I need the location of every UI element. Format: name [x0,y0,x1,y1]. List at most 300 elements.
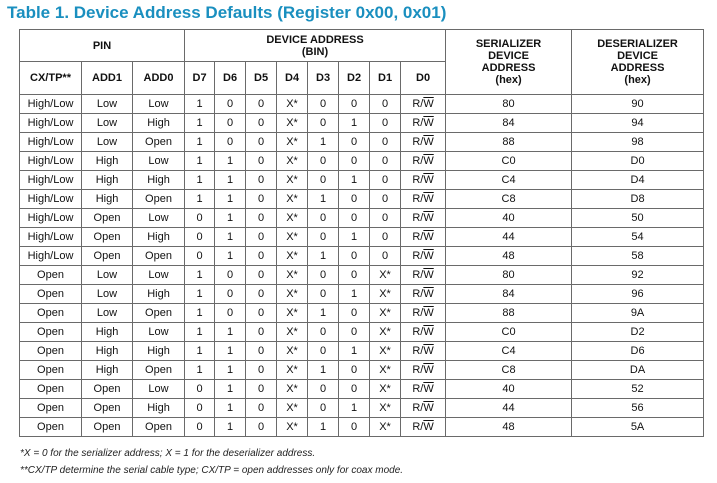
rw-cell [401,266,446,285]
table-cell: 0 [370,114,401,133]
table-cell: C0 [446,323,572,342]
table-cell: 1 [215,361,246,380]
rw-write-label: $\overline{W}$ [423,364,434,376]
table-cell: X* [277,304,308,323]
rw-read-label: R/ [412,269,424,281]
device-address-group-header [185,30,446,62]
rw-read-label: R/ [412,364,424,376]
table-cell: High/Low [20,95,82,114]
table-cell: 1 [308,361,339,380]
table-cell: Open [20,418,82,437]
table-cell: 0 [308,228,339,247]
table-row [20,228,704,247]
table-cell: High [133,285,185,304]
table-cell: 1 [308,418,339,437]
table-cell: Open [133,361,185,380]
table-row [20,152,704,171]
column-header-5: D5 [246,62,277,95]
table-cell: X* [277,399,308,418]
table-cell: 0 [370,95,401,114]
table-cell: 0 [308,399,339,418]
table-cell: 1 [185,171,215,190]
table-cell: D8 [572,190,704,209]
table-cell: 0 [246,247,277,266]
rw-read-label: R/ [412,250,424,262]
table-cell: X* [370,342,401,361]
column-header-3: D7 [185,62,215,95]
column-header-6: D4 [277,62,308,95]
table-cell: High [133,171,185,190]
rw-read-label: R/ [412,345,424,357]
table-cell: Open [20,304,82,323]
table-row [20,266,704,285]
table-cell: 98 [572,133,704,152]
table-row [20,380,704,399]
table-cell: 0 [339,418,370,437]
device-address-header-line2: (BIN) [301,45,329,58]
table-cell: X* [277,95,308,114]
deserializer-address-header [572,30,704,95]
column-header-7: D3 [308,62,339,95]
table-cell: 1 [339,114,370,133]
rw-write-label: $\overline{W}$ [423,212,434,224]
rw-read-label: R/ [412,402,424,414]
table-cell: 0 [246,285,277,304]
table-cell: 1 [185,304,215,323]
table-cell: 0 [185,418,215,437]
table-cell: 1 [339,285,370,304]
rw-write-label: $\overline{W}$ [423,421,434,433]
table-cell: 0 [215,133,246,152]
table-row [20,399,704,418]
table-cell: 1 [308,190,339,209]
table-cell: Low [133,266,185,285]
table-cell: Low [133,152,185,171]
table-cell: 0 [339,266,370,285]
table-cell: 80 [446,266,572,285]
table-cell: Low [82,95,133,114]
table-cell: 0 [339,380,370,399]
table-cell: X* [370,418,401,437]
rw-cell [401,399,446,418]
table-cell: 9A [572,304,704,323]
table-cell: X* [370,399,401,418]
table-cell: 1 [339,342,370,361]
rw-write-label: $\overline{W}$ [423,174,434,186]
table-cell: High/Low [20,247,82,266]
table-cell: 0 [246,95,277,114]
table-cell: X* [277,380,308,399]
rw-cell [401,190,446,209]
table-cell: High [82,152,133,171]
table-cell: High/Low [20,152,82,171]
table-cell: 0 [308,152,339,171]
rw-read-label: R/ [412,136,424,148]
table-cell: 84 [446,114,572,133]
table-cell: 40 [446,209,572,228]
table-cell: 0 [246,304,277,323]
rw-cell [401,209,446,228]
table-cell: 58 [572,247,704,266]
serializer-address-header [446,30,572,95]
table-cell: X* [277,323,308,342]
table-cell: Low [133,95,185,114]
table-cell: High/Low [20,228,82,247]
table-cell: 1 [215,418,246,437]
table-cell: Open [20,323,82,342]
table-cell: High/Low [20,171,82,190]
column-header-8: D2 [339,62,370,95]
rw-cell [401,247,446,266]
table-cell: 44 [446,399,572,418]
device-address-table [19,29,704,437]
table-cell: 0 [246,171,277,190]
table-cell: 0 [246,323,277,342]
table-cell: Open [20,399,82,418]
rw-read-label: R/ [412,383,424,395]
table-cell: Low [133,209,185,228]
table-row [20,323,704,342]
table-row [20,418,704,437]
table-cell: 1 [185,190,215,209]
deserializer-header-line3: ADDRESS [610,62,665,74]
table-cell: 1 [185,342,215,361]
table-cell: Low [82,114,133,133]
table-cell: C0 [446,152,572,171]
table-cell: 0 [339,209,370,228]
table-cell: 48 [446,418,572,437]
table-cell: Open [82,399,133,418]
table-cell: Low [82,304,133,323]
table-cell: 0 [308,171,339,190]
column-header-4: D6 [215,62,246,95]
table-cell: 0 [185,399,215,418]
table-row [20,133,704,152]
table-cell: 1 [308,247,339,266]
table-cell: X* [277,342,308,361]
table-cell: 1 [215,171,246,190]
column-header-d0 [401,62,446,95]
table-cell: 0 [185,209,215,228]
rw-read-label: R/ [412,155,424,167]
rw-cell [401,133,446,152]
d0-prefix: D [416,72,424,84]
rw-write-label: $\overline{W}$ [423,231,434,243]
table-cell: 40 [446,380,572,399]
table-cell: 56 [572,399,704,418]
rw-cell [401,171,446,190]
table-cell: 0 [308,285,339,304]
rw-write-label: $\overline{W}$ [423,117,434,129]
table-cell: 48 [446,247,572,266]
table-cell: 0 [246,209,277,228]
rw-read-label: R/ [412,288,424,300]
table-cell: High [82,323,133,342]
table-cell: 0 [246,152,277,171]
table-cell: 0 [370,190,401,209]
rw-read-label: R/ [412,231,424,243]
device-address-header-line1: DEVICE ADDRESS [266,33,364,46]
table-cell: 1 [215,190,246,209]
table-cell: Open [82,418,133,437]
table-cell: Low [133,323,185,342]
table-cell: 1 [185,133,215,152]
table-cell: Open [133,190,185,209]
table-cell: 0 [246,190,277,209]
table-cell: 0 [339,152,370,171]
table-cell: 1 [215,342,246,361]
table-cell: X* [277,247,308,266]
table-cell: 0 [246,399,277,418]
table-cell: 0 [308,209,339,228]
table-cell: 0 [215,266,246,285]
table-cell: 84 [446,285,572,304]
table-cell: High [133,342,185,361]
table-cell: 1 [308,304,339,323]
table-row [20,304,704,323]
deserializer-header-line1: DESERIALIZER [597,38,678,50]
footnote-x: *X = 0 for the serializer address; X = 1 for the deserializer address. [20,448,316,459]
table-cell: 0 [308,323,339,342]
table-row [20,247,704,266]
table-row [20,114,704,133]
rw-read-label: R/ [412,98,424,110]
table-cell: Open [82,247,133,266]
serializer-header-line4: (hex) [495,74,522,86]
table-cell: High [82,190,133,209]
table-cell: High [82,171,133,190]
serializer-header-line2: DEVICE [488,50,530,62]
pin-group-header: PIN [20,30,185,62]
rw-cell [401,342,446,361]
table-cell: C8 [446,361,572,380]
table-cell: 0 [339,95,370,114]
table-cell: 0 [308,114,339,133]
table-cell: D0 [572,152,704,171]
table-cell: DA [572,361,704,380]
table-cell: 0 [246,361,277,380]
table-cell: 90 [572,95,704,114]
table-cell: Open [20,361,82,380]
table-cell: 0 [246,342,277,361]
rw-cell [401,95,446,114]
table-cell: 0 [246,114,277,133]
table-cell: 0 [308,380,339,399]
table-cell: 0 [246,380,277,399]
table-cell: 96 [572,285,704,304]
table-cell: X* [277,114,308,133]
table-cell: High [133,228,185,247]
table-cell: 94 [572,114,704,133]
rw-write-label: $\overline{W}$ [423,193,434,205]
table-cell: 0 [246,228,277,247]
table-cell: Open [133,418,185,437]
table-cell: 1 [185,152,215,171]
table-row [20,190,704,209]
serializer-header-line1: SERIALIZER [475,38,542,50]
rw-read-label: R/ [412,326,424,338]
table-cell: 1 [339,171,370,190]
table-cell: X* [370,380,401,399]
deserializer-header-line4: (hex) [624,74,651,86]
table-cell: X* [370,304,401,323]
table-cell: 1 [215,323,246,342]
table-cell: X* [370,266,401,285]
table-cell: Open [20,266,82,285]
rw-write-label: $\overline{W}$ [423,98,434,110]
rw-cell [401,114,446,133]
table-cell: 0 [339,133,370,152]
table-cell: 0 [370,152,401,171]
table-cell: 0 [185,380,215,399]
table-cell: 0 [308,95,339,114]
table-cell: C8 [446,190,572,209]
table-row [20,361,704,380]
table-cell: 0 [339,323,370,342]
table-cell: X* [277,285,308,304]
table-cell: 1 [215,380,246,399]
table-cell: 0 [308,342,339,361]
table-cell: Open [20,285,82,304]
table-cell: 0 [185,247,215,266]
table-cell: Open [133,304,185,323]
deserializer-header-line2: DEVICE [617,50,659,62]
table-cell: X* [277,228,308,247]
rw-read-label: R/ [412,307,424,319]
rw-cell [401,152,446,171]
table-cell: 0 [215,285,246,304]
table-body [20,95,704,437]
table-cell: 0 [246,418,277,437]
table-cell: 1 [215,399,246,418]
table-cell: 1 [185,361,215,380]
table-cell: 52 [572,380,704,399]
table-cell: 0 [215,304,246,323]
table-cell: 0 [370,247,401,266]
rw-read-label: R/ [412,212,424,224]
table-cell: 1 [185,95,215,114]
table-cell: 0 [339,304,370,323]
table-cell: X* [277,190,308,209]
table-cell: D4 [572,171,704,190]
table-cell: 1 [308,133,339,152]
table-cell: Low [82,285,133,304]
table-cell: 1 [185,323,215,342]
rw-cell [401,418,446,437]
table-cell: 92 [572,266,704,285]
rw-write-label: $\overline{W}$ [423,326,434,338]
table-cell: Low [82,266,133,285]
table-cell: D6 [572,342,704,361]
table-cell: High/Low [20,190,82,209]
rw-write-label: $\overline{W}$ [423,136,434,148]
table-cell: 1 [185,266,215,285]
table-cell: 0 [215,114,246,133]
table-cell: High/Low [20,133,82,152]
table-title: Table 1. Device Address Defaults (Register 0x00, 0x01) [7,3,447,22]
table-cell: 88 [446,133,572,152]
column-header-9: D1 [370,62,401,95]
footnote-cxtp: **CX/TP determine the serial cable type; CX/TP = open addresses only for coax mode. [20,465,404,476]
serializer-header-line3: ADDRESS [481,62,536,74]
table-cell: X* [277,361,308,380]
rw-cell [401,228,446,247]
table-cell: X* [277,133,308,152]
rw-write-label: $\overline{W}$ [423,155,434,167]
table-cell: 1 [185,114,215,133]
table-row [20,285,704,304]
table-cell: Low [82,133,133,152]
table-cell: X* [370,285,401,304]
table-cell: High [133,114,185,133]
table-cell: 88 [446,304,572,323]
d0-digit: 0 [423,72,431,84]
table-cell: 50 [572,209,704,228]
table-cell: C4 [446,171,572,190]
table-cell: High [133,399,185,418]
table-cell: Open [133,247,185,266]
table-cell: 0 [339,190,370,209]
rw-cell [401,323,446,342]
rw-write-label: $\overline{W}$ [423,288,434,300]
table-cell: Open [82,228,133,247]
rw-cell [401,380,446,399]
table-cell: 44 [446,228,572,247]
table-cell: 0 [308,266,339,285]
column-header-0: CX/TP** [20,62,82,95]
rw-write-label: $\overline{W}$ [423,269,434,281]
table-cell: X* [370,323,401,342]
table-cell: 0 [339,247,370,266]
table-cell: 0 [370,171,401,190]
table-cell: 0 [370,228,401,247]
table-cell: X* [370,361,401,380]
table-cell: 0 [215,95,246,114]
table-cell: 1 [339,399,370,418]
table-cell: Open [20,342,82,361]
rw-write-label: $\overline{W}$ [423,402,434,414]
table-cell: 1 [215,152,246,171]
table-cell: 0 [370,133,401,152]
table-cell: 1 [185,285,215,304]
rw-write-label: $\overline{W}$ [423,307,434,319]
table-cell: X* [277,418,308,437]
column-header-2: ADD0 [133,62,185,95]
table-row [20,209,704,228]
table-cell: High [82,361,133,380]
rw-cell [401,361,446,380]
rw-read-label: R/ [412,421,424,433]
table-cell: Open [133,133,185,152]
rw-cell [401,304,446,323]
table-cell: X* [277,171,308,190]
table-cell: D2 [572,323,704,342]
table-cell: Low [133,380,185,399]
rw-cell [401,285,446,304]
table-cell: 0 [370,209,401,228]
table-row [20,171,704,190]
table-cell: High/Low [20,209,82,228]
table-cell: X* [277,266,308,285]
rw-write-label: $\overline{W}$ [423,345,434,357]
table-cell: 0 [246,266,277,285]
rw-read-label: R/ [412,193,424,205]
column-header-1: ADD1 [82,62,133,95]
table-cell: 1 [215,247,246,266]
table-cell: 5A [572,418,704,437]
table-cell: X* [277,209,308,228]
table-cell: 54 [572,228,704,247]
